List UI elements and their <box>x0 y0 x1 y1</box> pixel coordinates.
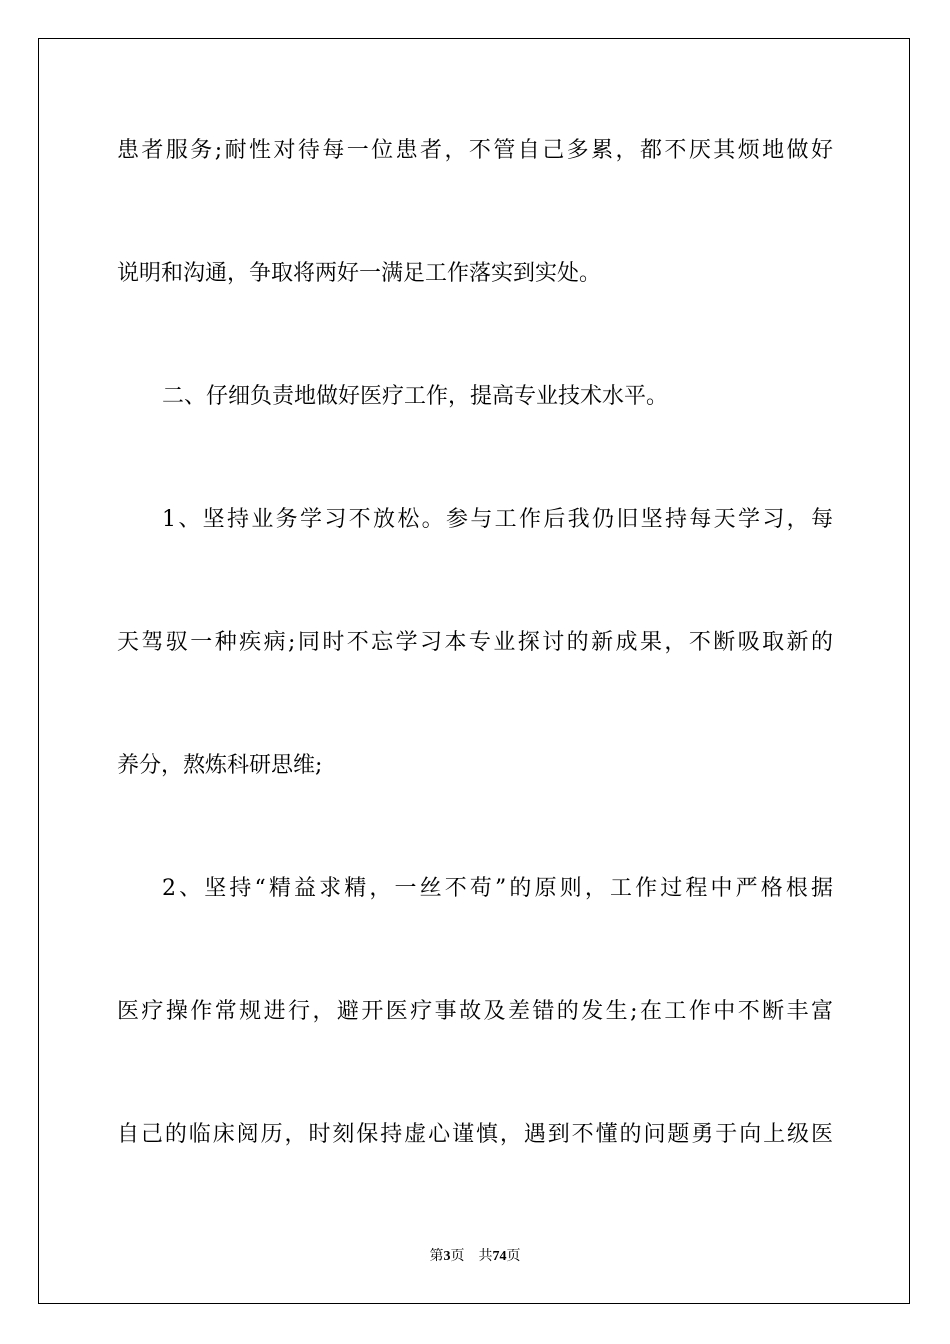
footer-total-suffix: 页 <box>506 1249 521 1264</box>
footer-page-prefix: 第 <box>429 1249 444 1264</box>
text-line-2: 说明和沟通，争取将两好一满足工作落实到实处。 <box>117 261 602 286</box>
page-footer <box>0 1247 950 1267</box>
text-line-1: 患者服务;耐性对待每一位患者，不管自己多累，都不厌其烦地做好 <box>117 138 833 163</box>
footer-page-suffix: 页 <box>450 1249 465 1264</box>
text-line-4: 1、坚持业务学习不放松。参与工作后我仍旧坚持每天学习，每 <box>162 507 833 532</box>
footer-total-prefix: 共 <box>478 1249 493 1264</box>
text-line-7: 2、坚持“精益求精，一丝不苟”的原则，工作过程中严格根据 <box>162 876 833 901</box>
text-line-3: 二、仔细负责地做好医疗工作，提高专业技术水平。 <box>162 384 669 409</box>
footer-total-pages: 74 <box>492 1249 507 1264</box>
footer-page-number: 3 <box>443 1249 451 1264</box>
text-line-8: 医疗操作常规进行，避开医疗事故及差错的发生;在工作中不断丰富 <box>117 999 833 1024</box>
text-line-6: 养分，熬炼科研思维; <box>117 753 323 778</box>
text-line-9: 自己的临床阅历，时刻保持虚心谨慎，遇到不懂的问题勇于向上级医 <box>117 1122 833 1147</box>
text-line-5: 天驾驭一种疾病;同时不忘学习本专业探讨的新成果，不断吸取新的 <box>117 630 833 655</box>
